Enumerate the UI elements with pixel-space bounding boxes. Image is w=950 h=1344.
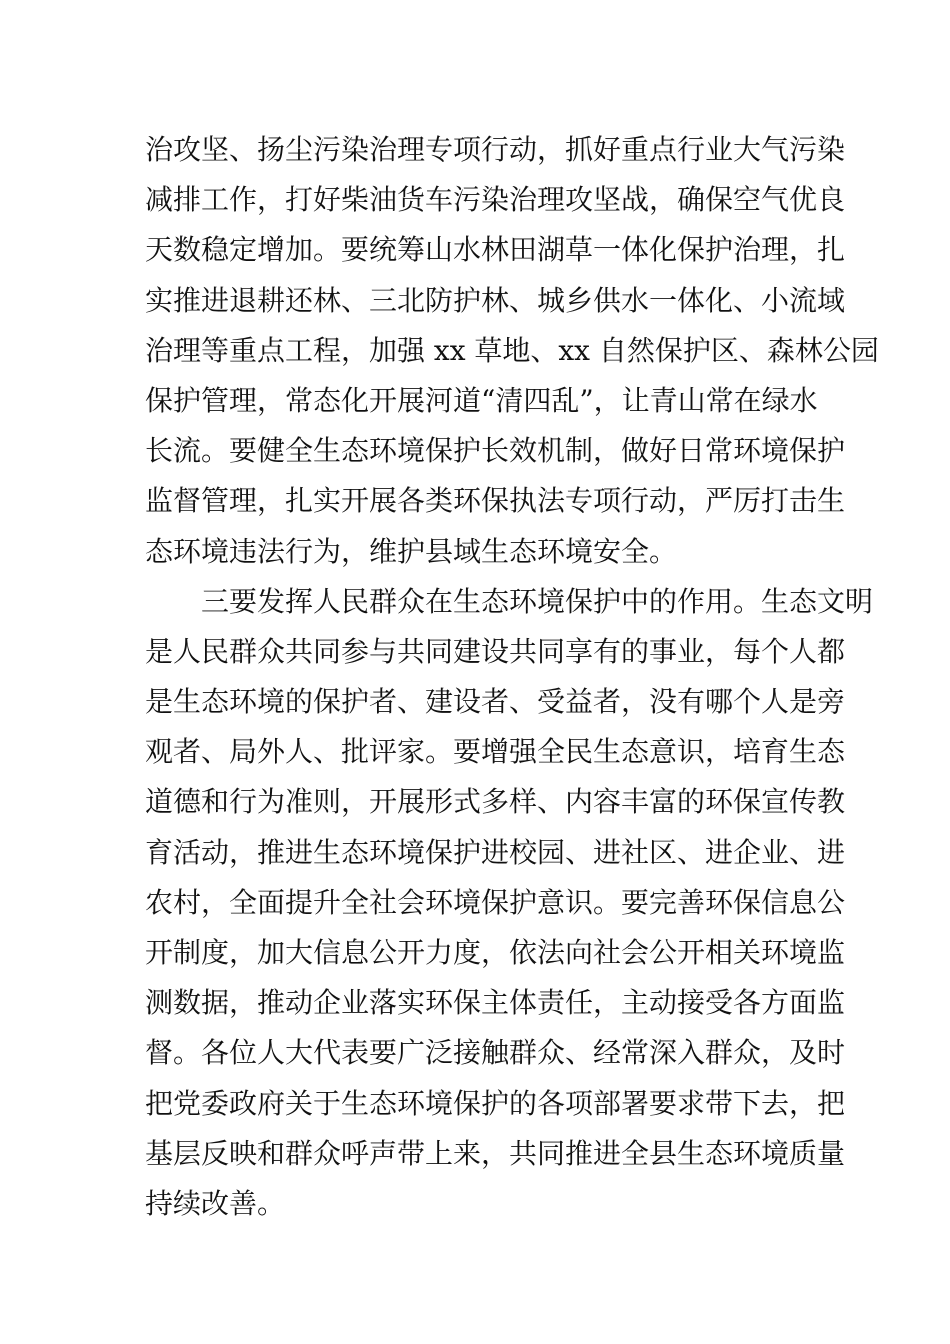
text-line: 持续改善。	[145, 1186, 286, 1220]
text-line: 育活动，推进生态环境保护进校园、进社区、进企业、进	[145, 835, 846, 869]
text-line: 基层反映和群众呼声带上来，共同推进全县生态环境质量	[145, 1136, 846, 1170]
text-line: 开制度，加大信息公开力度，依法向社会公开相关环境监	[145, 936, 846, 969]
text-line: 农村，全面提升全社会环境保护意识。要完善环保信息公	[145, 885, 846, 919]
text-line: 监督管理，扎实开展各类环保执法专项行动，严厉打击生	[145, 484, 846, 518]
text-line: 道德和行为准则，开展形式多样、内容丰富的环保宣传教	[145, 785, 846, 819]
text-line: 治理等重点工程，加强 xx 草地、xx 自然保护区、森林公园	[145, 333, 879, 367]
text-line: 是人民群众共同参与共同建设共同享有的事业，每个人都	[145, 634, 846, 668]
text-line: 测数据，推动企业落实环保主体责任，主动接受各方面监	[145, 986, 846, 1020]
paragraph-2	[145, 577, 874, 1229]
text-line: 治攻坚、扬尘污染治理专项行动，抓好重点行业大气污染	[145, 133, 846, 166]
text-line: 保护管理，常态化开展河道“清四乱”，让青山常在绿水	[145, 383, 818, 417]
text-line: 实推进退耕还林、三北防护林、城乡供水一体化、小流域	[145, 283, 846, 317]
text-line: 天数稳定增加。要统筹山水林田湖草一体化保护治理，扎	[145, 233, 846, 267]
text-line: 态环境违法行为，维护县域生态环境安全。	[145, 534, 678, 568]
text-line: 是生态环境的保护者、建设者、受益者，没有哪个人是旁	[145, 685, 846, 719]
text-line: 减排工作，打好柴油货车污染治理攻坚战，确保空气优良	[145, 183, 846, 217]
text-line: 三要发挥人民群众在生态环境保护中的作用。生态文明	[145, 584, 874, 618]
text-line: 督。各位人大代表要广泛接触群众、经常深入群众，及时	[145, 1036, 846, 1070]
text-line: 把党委政府关于生态环境保护的各项部署要求带下去，把	[145, 1086, 846, 1120]
document-body	[145, 125, 879, 1229]
text-line: 观者、局外人、批评家。要增强全民生态意识，培育生态	[145, 735, 846, 769]
text-line: 长流。要健全生态环境保护长效机制，做好日常环境保护	[145, 434, 846, 468]
paragraph-1	[145, 125, 879, 577]
